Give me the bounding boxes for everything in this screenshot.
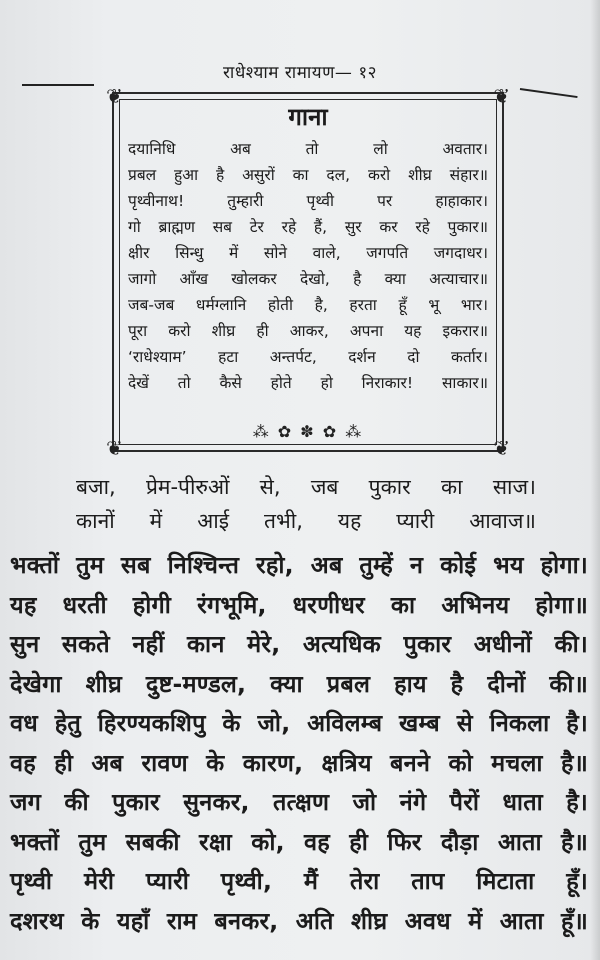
verse-line: सुन सकते नहीं कान मेरे, अत्यधिक पुकार अधीनों की। bbox=[10, 630, 588, 658]
song-lyrics bbox=[128, 136, 488, 396]
verse-line: भक्तों तुम सब निश्चिन्त रहो, अब तुम्हें न कोई भय होगा। bbox=[10, 551, 588, 579]
couplet-line: कानों में आई तभी, यह प्यारी आवाज॥ bbox=[76, 509, 536, 533]
song-line: जब-जब धर्मग्लानि होती है, हरता हूँ भू भार। bbox=[128, 296, 488, 314]
verse-line: देखेगा शीघ्र दुष्ट-मण्डल, क्या प्रबल हाय है दीनों की॥ bbox=[10, 669, 588, 698]
verse-line: वह ही अब रावण के कारण, क्षत्रिय बनने को मचला है॥ bbox=[10, 748, 588, 777]
verse-line: पृथ्वी मेरी प्यारी पृथ्वी, मैं तेरा ताप मिटाता हूँ। bbox=[10, 867, 588, 895]
verse-block bbox=[10, 546, 588, 941]
running-header: राधेश्याम रामायण— १२ bbox=[222, 63, 378, 83]
song-line: क्षीर सिन्धु में सोने वाले, जगपति जगदाधर। bbox=[128, 244, 488, 262]
verse-line: दशरथ के यहाँ राम बनकर, अति शीघ्र अवध में आता हूँ॥ bbox=[10, 906, 588, 935]
song-line: दयानिधि अब तो लो अवतार। bbox=[128, 140, 488, 158]
song-title: गाना bbox=[288, 103, 328, 131]
song-line: ‘राधेश्याम’ हटा अन्तर्पट, दर्शन दो कर्तार। bbox=[128, 348, 488, 366]
verse-line: यह धरती होगी रंगभूमि, धरणीधर का अभिनय होगा॥ bbox=[10, 590, 588, 619]
verse-line: वध हेतु हिरण्यकशिपु के जो, अविलम्ब खम्ब से निकला है। bbox=[10, 709, 588, 737]
couplet bbox=[76, 470, 536, 538]
page-spine-shadow bbox=[590, 0, 600, 960]
verse-line: भक्तों तुम सबकी रक्षा को, वह ही फिर दौड़ा आता है॥ bbox=[10, 827, 588, 856]
couplet-line: बजा, प्रेम-पीरुओं से, जब पुकार का साज। bbox=[76, 475, 536, 499]
header-rule-right bbox=[520, 88, 578, 98]
song-line: प्रबल हुआ है असुरों का दल, करो शीघ्र संहार॥ bbox=[128, 166, 488, 184]
song-line: देखें तो कैसे होते हो निराकार! साकार॥ bbox=[128, 374, 488, 392]
corner-ornament-icon: ❦ bbox=[493, 84, 510, 108]
flourish-ornament-icon: ⁂ ✿ ✽ ✿ ⁂ bbox=[252, 422, 364, 441]
song-line: गो ब्राह्मण सब टेर रहे हैं, सुर कर रहे पुकार॥ bbox=[128, 218, 488, 236]
song-line: पृथ्वीनाथ! तुम्हारी पृथ्वी पर हाहाकार। bbox=[128, 192, 488, 210]
corner-ornament-icon: ❦ bbox=[106, 436, 123, 460]
song-line: पूरा करो शीघ्र ही आकर, अपना यह इकरार॥ bbox=[128, 322, 488, 340]
verse-line: जग की पुकार सुनकर, तत्क्षण जो नंगे पैरों धाता है। bbox=[10, 788, 588, 816]
corner-ornament-icon: ❦ bbox=[106, 84, 123, 108]
corner-ornament-icon: ❦ bbox=[493, 436, 510, 460]
header-rule-left bbox=[22, 84, 94, 86]
song-line: जागो आँख खोलकर देखो, है क्या अत्याचार॥ bbox=[128, 270, 488, 288]
